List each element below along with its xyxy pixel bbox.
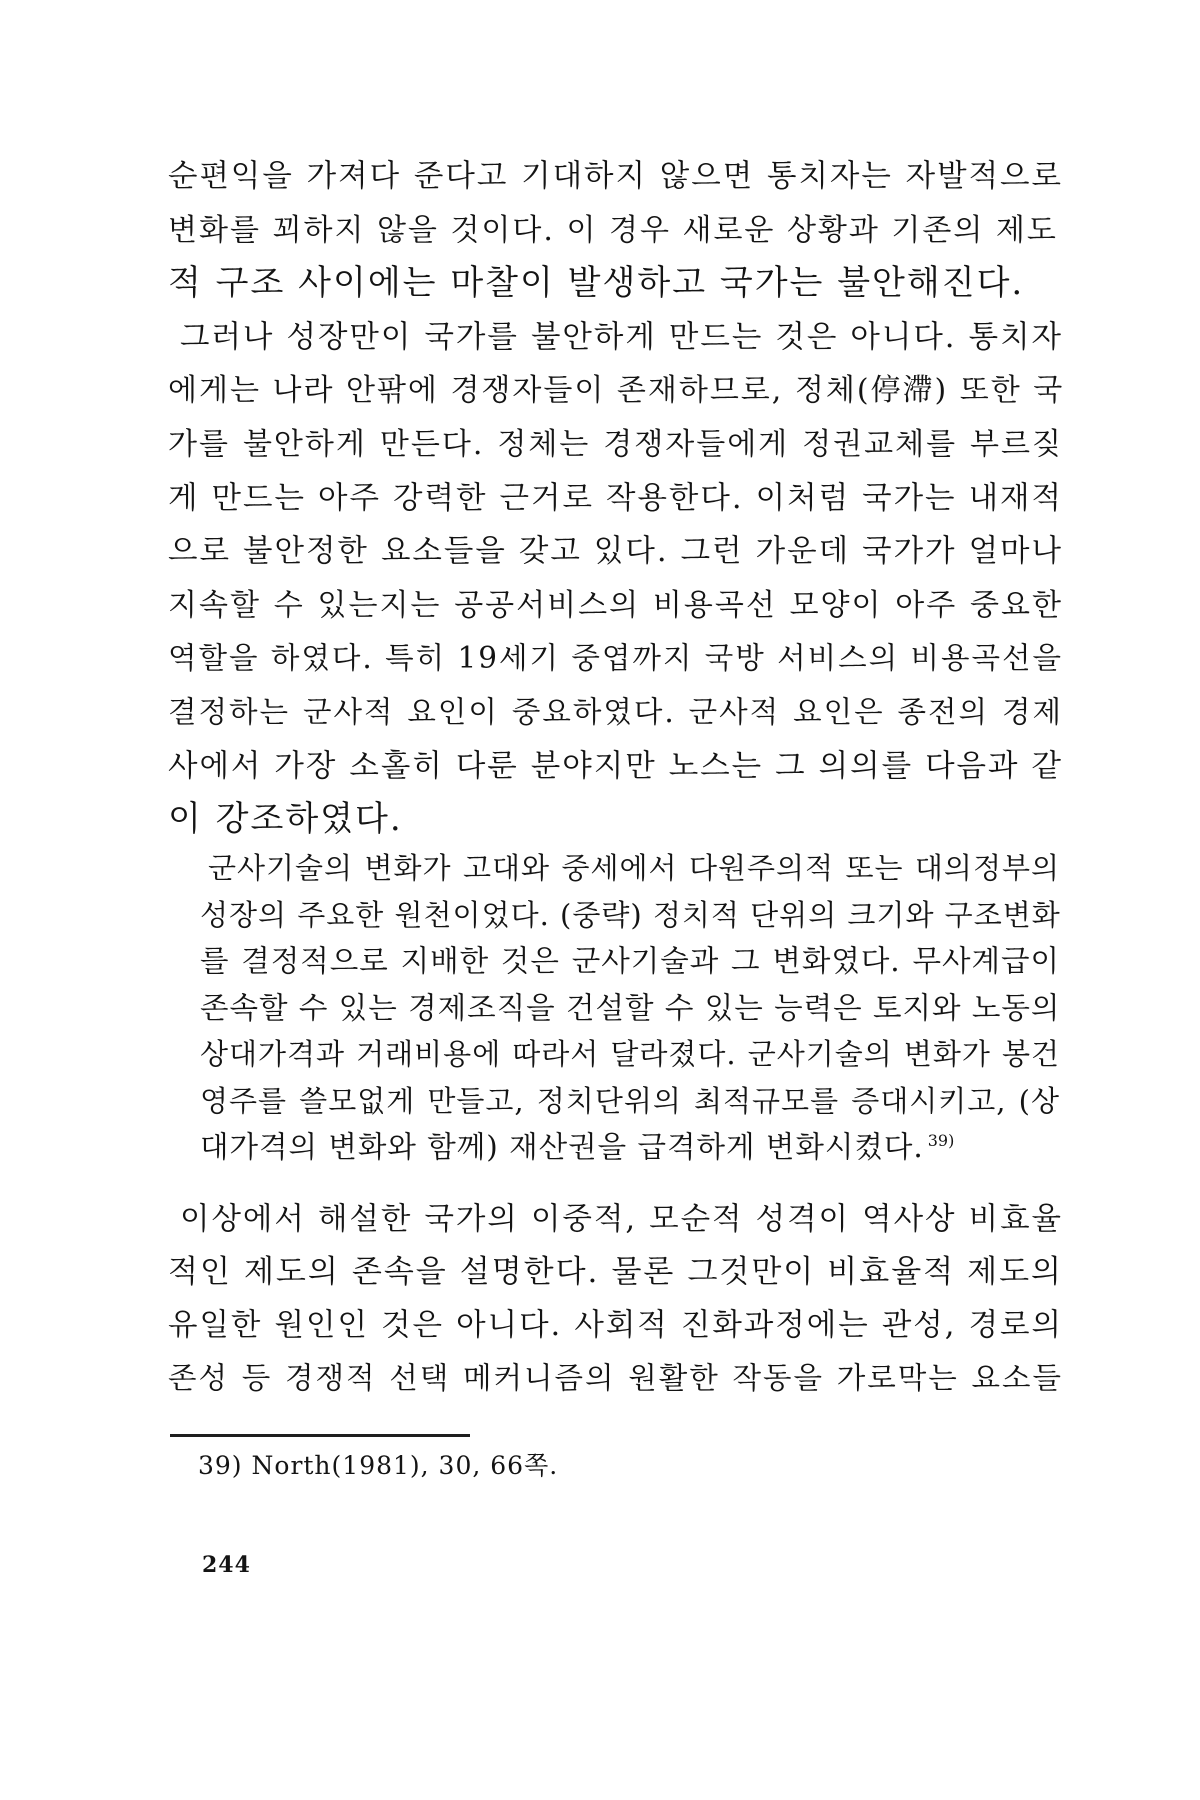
text-line: 결정하는 군사적 요인이 중요하였다. 군사적 요인은 종전의 경제 <box>168 694 1063 729</box>
footnote: 39) North(1981), 30, 66쪽. <box>198 1451 559 1480</box>
footnote-reference: 39) <box>927 1131 955 1151</box>
page-number: 244 <box>202 1552 251 1578</box>
text-line: 에게는 나라 안팎에 경쟁자들이 존재하므로, 정체(停滯) 또한 국 <box>168 373 1065 409</box>
text-line: 이 강조하였다. <box>168 799 403 840</box>
text-line: 적 구조 사이에는 마찰이 발생하고 국가는 불안해진다. <box>168 263 1025 304</box>
footnote-divider <box>170 1434 470 1437</box>
text-line: 이상에서 해설한 국가의 이중적, 모순적 성격이 역사상 비효율 <box>180 1202 1063 1237</box>
quote-line: 영주를 쓸모없게 만들고, 정치단위의 최적규모를 증대시키고, (상 <box>200 1083 1060 1118</box>
text-line: 유일한 원인인 것은 아니다. 사회적 진화과정에는 관성, 경로의 <box>168 1308 1063 1343</box>
text-line: 지속할 수 있는지는 공공서비스의 비용곡선 모양이 아주 중요한 <box>168 587 1063 623</box>
quote-last-text: 대가격의 변화와 함께) 재산권을 급격하게 변화시켰다. <box>200 1130 924 1164</box>
text-line: 변화를 꾀하지 않을 것이다. 이 경우 새로운 상황과 기존의 제도 <box>168 212 1058 248</box>
quote-line: 성장의 주요한 원천이었다. (중략) 정치적 단위의 크기와 구조변화 <box>200 897 1061 932</box>
quote-line <box>200 1124 1060 1171</box>
text-line: 으로 불안정한 요소들을 갖고 있다. 그런 가운데 국가가 얼마나 <box>168 534 1063 570</box>
text-line: 순편익을 가져다 준다고 기대하지 않으면 통치자는 자발적으로 <box>168 159 1063 194</box>
body-paragraph-2 <box>168 1193 1063 1405</box>
quote-line: 를 결정적으로 지배한 것은 군사기술과 그 변화였다. 무사계급이 <box>200 944 1060 978</box>
quote-line: 상대가격과 거래비용에 따라서 달라졌다. 군사기술의 변화가 봉건 <box>200 1037 1060 1071</box>
text-line: 그러나 성장만이 국가를 불안하게 만드는 것은 아니다. 통치자 <box>180 319 1063 355</box>
quote-line: 군사기술의 변화가 고대와 중세에서 다원주의적 또는 대의정부의 <box>208 851 1060 885</box>
block-quote <box>200 845 1060 1171</box>
text-line: 사에서 가장 소홀히 다룬 분야지만 노스는 그 의의를 다음과 같 <box>168 748 1063 784</box>
quote-line: 존속할 수 있는 경제조직을 건설할 수 있는 능력은 토지와 노동의 <box>200 990 1061 1025</box>
body-paragraph-1 <box>168 150 1063 847</box>
text-line: 존성 등 경쟁적 선택 메커니즘의 원활한 작동을 가로막는 요소들 <box>168 1361 1063 1395</box>
text-line: 게 만드는 아주 강력한 근거로 작용한다. 이처럼 국가는 내재적 <box>168 480 1063 516</box>
text-line: 적인 제도의 존속을 설명한다. 물론 그것만이 비효율적 제도의 <box>168 1254 1063 1290</box>
text-line: 역할을 하였다. 특히 19세기 중엽까지 국방 서비스의 비용곡선을 <box>168 641 1063 676</box>
text-line: 가를 불안하게 만든다. 정체는 경쟁자들에게 정권교체를 부르짖 <box>168 426 1063 462</box>
